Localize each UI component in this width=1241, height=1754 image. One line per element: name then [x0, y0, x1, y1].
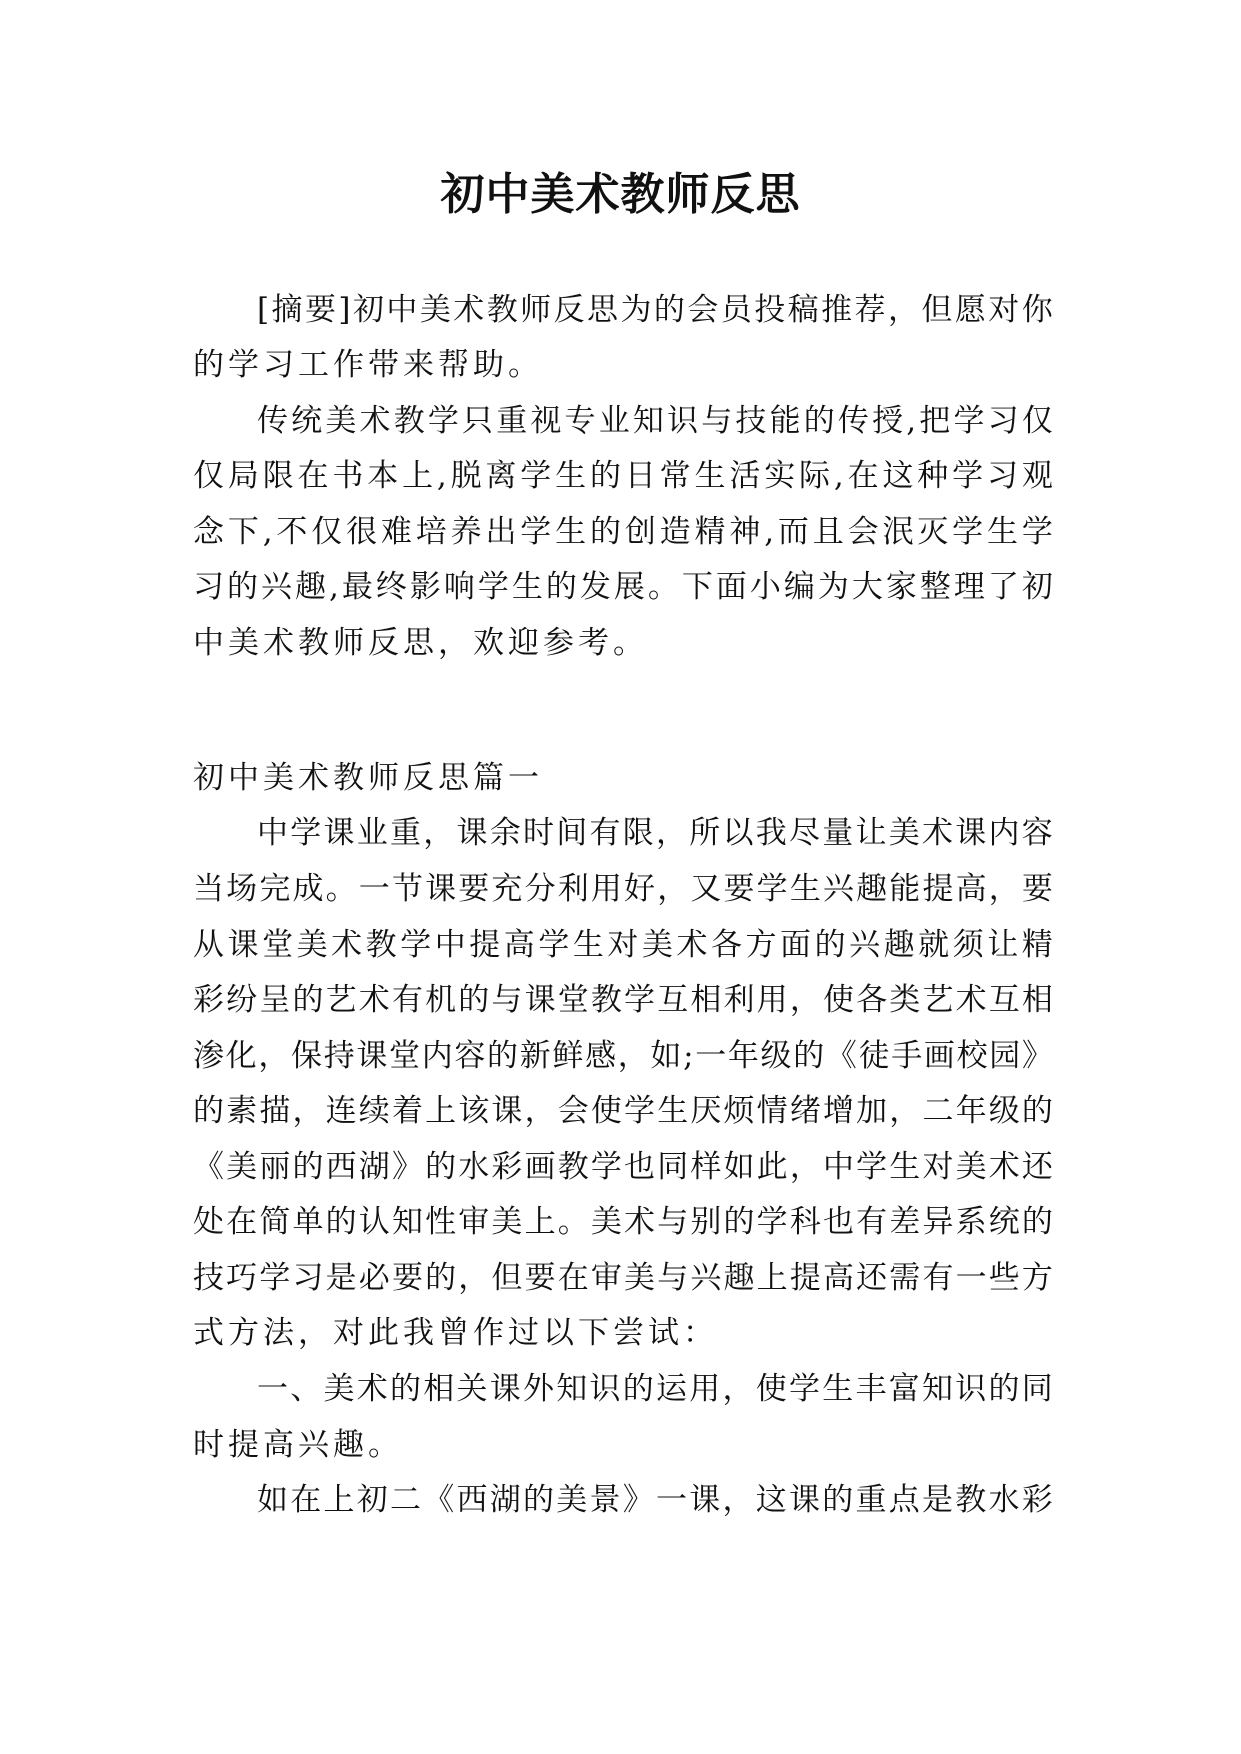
paragraph-line: 渗 化 ， 保 持 课 堂 内 容 的 新 鲜 感 ， 如 ; 一 年 级 的 《 徒 手 画 校 园 》	[193, 1038, 1053, 1074]
paragraph-line: 处 在 简 单 的 认 知 性 审 美 上 。 美 术 与 别 的 学 科 也 有 差 异 系 统 的	[193, 1204, 1053, 1240]
paragraph-line: 时提高兴趣。	[193, 1427, 403, 1463]
paragraph-line: 一 、 美 术 的 相 关 课 外 知 识 的 运 用 ， 使 学 生 丰 富 知 识 的 同	[257, 1371, 1053, 1407]
paragraph-line: 当 场 完 成 。 一 节 课 要 充 分 利 用 好 ， 又 要 学 生 兴 趣 能 提 高 ， 要	[193, 871, 1053, 907]
paragraph-line: [ 摘 要 ] 初 中 美 术 教 师 反 思 为 的 会 员 投 稿 推 荐 ， 但 愿 对 你	[257, 292, 1053, 328]
paragraph-line: 习 的 兴 趣 , 最 终 影 响 学 生 的 发 展 。 下 面 小 编 为 大 家 整 理 了 初	[193, 569, 1053, 605]
paragraph-line: 念 下 , 不 仅 很 难 培 养 出 学 生 的 创 造 精 神 , 而 且 会 泯 灭 学 生 学	[193, 514, 1053, 550]
section-heading: 初中美术教师反思篇一	[193, 760, 543, 796]
paragraph-line: 的学习工作带来帮助。	[193, 347, 543, 383]
paragraph-line: 仅 局 限 在 书 本 上 , 脱 离 学 生 的 日 常 生 活 实 际 , 在 这 种 学 习 观	[193, 458, 1053, 494]
paragraph-line: 如 在 上 初 二 《 西 湖 的 美 景 》 一 课 ， 这 课 的 重 点 是 教 水 彩	[257, 1482, 1053, 1518]
paragraph-line: 传 统 美 术 教 学 只 重 视 专 业 知 识 与 技 能 的 传 授 , 把 学 习 仅	[257, 403, 1053, 439]
paragraph-line: 的 素 描 ， 连 续 着 上 该 课 ， 会 使 学 生 厌 烦 情 绪 增 加 ， 二 年 级 的	[193, 1093, 1053, 1129]
paragraph-line: 中美术教师反思，欢迎参考。	[193, 625, 648, 661]
paragraph-line: 《 美 丽 的 西 湖 》 的 水 彩 画 教 学 也 同 样 如 此 ， 中 学 生 对 美 术 还	[193, 1149, 1053, 1185]
paragraph-line: 中 学 课 业 重 ， 课 余 时 间 有 限 ， 所 以 我 尽 量 让 美 术 课 内 容	[257, 815, 1053, 851]
paragraph-line: 式方法，对此我曾作过以下尝试：	[193, 1315, 718, 1351]
paragraph-line: 彩 纷 呈 的 艺 术 有 机 的 与 课 堂 教 学 互 相 利 用 ， 使 各 类 艺 术 互 相	[193, 982, 1053, 1018]
paragraph-line: 技 巧 学 习 是 必 要 的 ， 但 要 在 审 美 与 兴 趣 上 提 高 还 需 有 一 些 方	[193, 1260, 1053, 1296]
paragraph-line: 从 课 堂 美 术 教 学 中 提 高 学 生 对 美 术 各 方 面 的 兴 趣 就 须 让 精	[193, 927, 1053, 963]
document-title: 初中美术教师反思	[440, 169, 801, 220]
